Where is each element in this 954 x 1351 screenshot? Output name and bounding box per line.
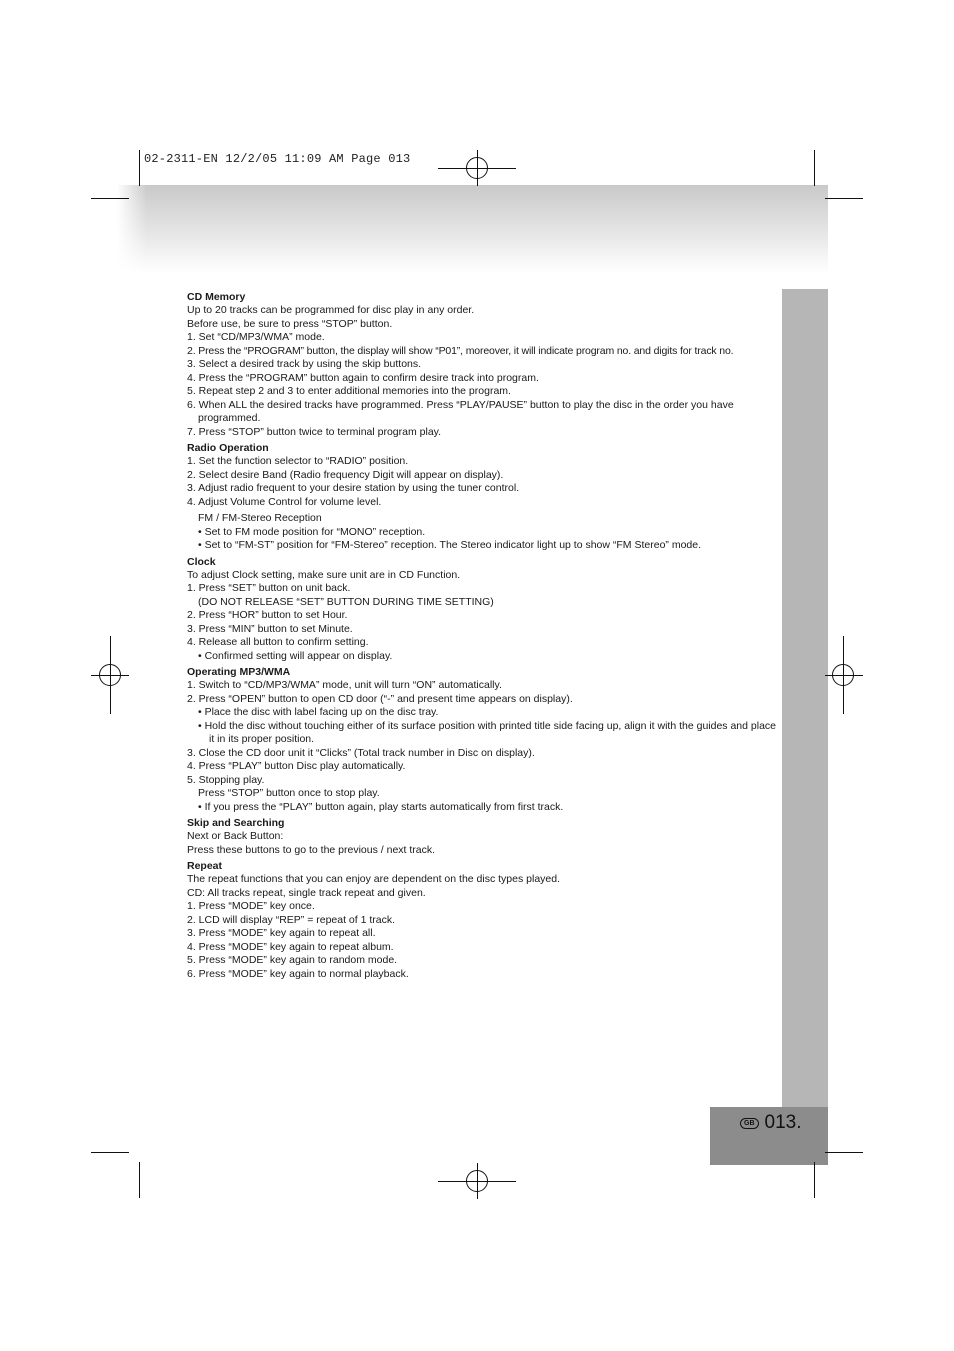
intro-line: The repeat functions that you can enjoy are dependent on the disc types played. (187, 873, 561, 885)
registration-circle (99, 664, 121, 686)
bullet-item: • Confirmed setting will appear on display. (198, 649, 393, 662)
crop-mark (814, 150, 815, 186)
step-item: 3. Press “MODE” key again to repeat all. (187, 927, 376, 939)
crop-mark (139, 1162, 140, 1198)
step-item: 5. Press “MODE” key again to random mode. (187, 954, 398, 966)
section-title-radio: Radio Operation (187, 442, 269, 454)
registration-circle (466, 157, 488, 179)
step-item: 4. Adjust Volume Control for volume level. (187, 495, 382, 508)
step-note: Press “STOP” button once to stop play. (198, 787, 380, 799)
section-title-clock: Clock (187, 555, 216, 568)
step-item: 2. Press the “PROGRAM” button, the display will show “P01”, moreover, it will indicate program no. and digits for track no. (187, 344, 734, 357)
intro-line: To adjust Clock setting, make sure unit are in CD Function. (187, 568, 461, 581)
bullet-item: • Set to FM mode position for “MONO” reception. (198, 525, 426, 538)
step-item: 3. Select a desired track by using the skip buttons. (187, 358, 422, 370)
bullet-item: • If you press the “PLAY” button again, play starts automatically from first track. (198, 800, 564, 813)
page-number (740, 1112, 801, 1134)
step-item: 7. Press “STOP” button twice to terminal program play. (187, 425, 442, 438)
bullet-item: • Place the disc with label facing up on the disc tray. (198, 706, 439, 718)
crop-mark (814, 1162, 815, 1198)
step-note: (DO NOT RELEASE “SET” BUTTON DURING TIME SETTING) (198, 595, 494, 608)
header-band (117, 185, 828, 273)
step-item: 5. Repeat step 2 and 3 to enter additional memories into the program. (187, 385, 511, 397)
step-item: 2. Press “HOR” button to set Hour. (187, 609, 348, 621)
step-item: 1. Switch to “CD/MP3/WMA” mode, unit will turn “ON” automatically. (187, 679, 502, 691)
step-item: 4. Press the “PROGRAM” button again to confirm desire track into program. (187, 371, 539, 384)
step-item: 3. Adjust radio frequent to your desire station by using the tuner control. (187, 482, 520, 494)
step-item: 6. Press “MODE” key again to normal playback. (187, 967, 409, 980)
step-item: 1. Press “MODE” key once. (187, 900, 315, 912)
step-item: 4. Press “MODE” key again to repeat album. (187, 940, 394, 953)
step-item: 2. Press “OPEN” button to open CD door (“-” and present time appears on display). (187, 692, 573, 705)
bullet-item: • Set to “FM-ST” position for “FM-Stereo” reception. The Stereo indicator light up to show “FM Stereo” mode. (198, 539, 702, 551)
crop-mark (91, 198, 129, 199)
step-item: 5. Stopping play. (187, 773, 265, 786)
crop-mark (139, 150, 140, 186)
crop-mark (825, 198, 863, 199)
step-item: 4. Release all button to confirm setting. (187, 636, 369, 648)
gb-language-badge: GB (740, 1118, 759, 1129)
registration-circle (466, 1170, 488, 1192)
step-item: 4. Press “PLAY” button Disc play automatically. (187, 760, 406, 772)
body-line: Press these buttons to go to the previous / next track. (187, 843, 436, 856)
section-title-skip: Skip and Searching (187, 817, 285, 829)
step-item: 1. Set the function selector to “RADIO” position. (187, 455, 409, 467)
page-number-text: 013. (764, 1112, 802, 1133)
registration-circle (832, 664, 854, 686)
step-item: 2. LCD will display “REP” = repeat of 1 track. (187, 913, 396, 926)
step-item: 1. Press “SET” button on unit back. (187, 582, 351, 594)
intro-line: Before use, be sure to press “STOP” button. (187, 317, 393, 330)
intro-line: Up to 20 tracks can be programmed for disc play in any order. (187, 304, 475, 316)
instructions-body (187, 288, 777, 981)
side-tab (782, 289, 828, 1107)
step-item: 2. Select desire Band (Radio frequency Digit will appear on display). (187, 468, 504, 481)
body-line: Next or Back Button: (187, 830, 284, 842)
step-item: 6. When ALL the desired tracks have programmed. Press “PLAY/PAUSE” button to play the disc in the order you have programmed. (187, 398, 734, 424)
section-title-mp3: Operating MP3/WMA (187, 666, 291, 678)
crop-mark (91, 1152, 129, 1153)
crop-mark (825, 1152, 863, 1153)
section-title-repeat: Repeat (187, 860, 223, 872)
fm-reception-label: FM / FM-Stereo Reception (198, 512, 322, 524)
intro-line: CD: All tracks repeat, single track repeat and given. (187, 886, 426, 899)
step-item: 1. Set “CD/MP3/WMA” mode. (187, 331, 325, 343)
print-slug: 02-2311-EN 12/2/05 11:09 AM Page 013 (144, 152, 411, 166)
section-title-cd-memory: CD Memory (187, 291, 246, 303)
step-item: 3. Close the CD door unit it “Clicks” (Total track number in Disc on display). (187, 746, 535, 759)
step-item: 3. Press “MIN” button to set Minute. (187, 622, 353, 635)
bullet-item: • Hold the disc without touching either of its surface position with printed title side facing up, align it with the guides and place it in its proper position. (198, 719, 777, 745)
